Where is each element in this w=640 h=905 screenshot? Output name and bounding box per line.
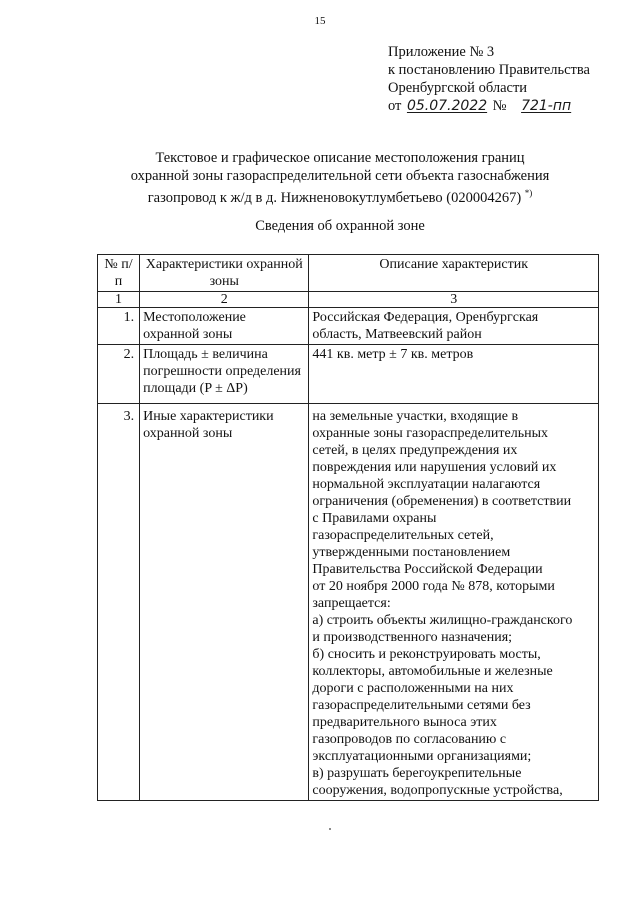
description-line: повреждения или нарушения условий их — [312, 460, 557, 475]
table-row — [98, 345, 599, 404]
table-row — [98, 308, 599, 345]
row-characteristic: Иные характеристики охранной зоны — [140, 404, 309, 801]
description-line: нормальной эксплуатации налагаются — [312, 477, 541, 492]
row-characteristic: Площадь ± величина погрешности определения площади (P ± ΔP) — [140, 345, 309, 404]
appendix-date-line — [388, 97, 590, 115]
column-number-row — [98, 292, 599, 308]
row-number: 1. — [98, 308, 140, 345]
description-line: газораспределительными сетями без — [312, 698, 531, 713]
decree-number: 721-пп — [521, 98, 572, 114]
appendix-line-2: к постановлению Правительства — [388, 62, 590, 78]
protection-zone-table — [97, 254, 599, 801]
description-line: ограничения (обременения) в соответствии — [312, 494, 572, 509]
description-line: б) сносить и реконструировать мосты, — [312, 647, 541, 662]
description-line: коллекторы, автомобильные и железные — [312, 664, 553, 679]
description-line: дороги с расположенными на них — [312, 681, 514, 696]
description-line: Правительства Российской Федерации — [312, 562, 543, 577]
description-line: предварительного выноса этих — [312, 715, 497, 730]
table-header-row — [98, 255, 599, 292]
document-title — [60, 150, 620, 207]
description-line: с Правилами охраны — [312, 511, 437, 526]
decree-date: 05.07.2022 — [406, 98, 488, 114]
description-line: газораспределительных сетей, — [312, 528, 494, 543]
page-number: 15 — [314, 15, 326, 27]
description-line: а) строить объекты жилищно-гражданского — [312, 613, 573, 628]
appendix-line-3: Оренбургской области — [388, 80, 528, 96]
description-line: Российская Федерация, Оренбургская — [312, 310, 539, 325]
column-number: 2 — [140, 292, 309, 308]
column-number: 1 — [98, 292, 140, 308]
description-line: сооружения, водопропускные устройства, — [312, 783, 563, 798]
header-num: № п/п — [98, 255, 140, 292]
title-line-3-text: газопровод к ж/д в д. Нижненовокутлумбетьево (020004267) — [147, 189, 522, 206]
scan-speck — [329, 828, 331, 830]
row-description — [309, 345, 599, 404]
description-line: и производственного назначения; — [312, 630, 513, 645]
description-line: охранные зоны газораспределительных — [312, 426, 548, 441]
appendix-line-1: Приложение № 3 — [388, 44, 495, 60]
header-description: Описание характеристик — [309, 255, 599, 292]
number-label: № — [492, 98, 507, 114]
from-label: от — [388, 98, 402, 114]
footnote-mark: *) — [524, 188, 533, 198]
description-line: эксплуатационными организациями; — [312, 749, 532, 764]
description-line: газопроводов по согласованию с — [312, 732, 507, 747]
description-line: сетей, в целях предупреждения их — [312, 443, 518, 458]
description-line: область, Матвеевский район — [312, 327, 482, 342]
row-description — [309, 404, 599, 801]
section-subtitle: Сведения об охранной зоне — [255, 218, 425, 234]
description-line: в) разрушать берегоукрепительные — [312, 766, 522, 781]
description-line: утвержденными постановлением — [312, 545, 511, 560]
title-line-2: охранной зоны газораспределительной сети объекта газоснабжения — [130, 167, 550, 184]
description-line: от 20 ноября 2000 года № 878, которыми — [312, 579, 555, 594]
table-row — [98, 404, 599, 801]
description-line: 441 кв. метр ± 7 кв. метров — [312, 347, 474, 362]
header-characteristics: Характеристики охранной зоны — [140, 255, 309, 292]
row-description — [309, 308, 599, 345]
title-line-1: Текстовое и графическое описание местоположения границ — [155, 150, 525, 166]
title-line-3 — [60, 185, 620, 207]
appendix-block — [388, 43, 590, 115]
description-line: на земельные участки, входящие в — [312, 409, 519, 424]
column-number: 3 — [309, 292, 599, 308]
description-line: запрещается: — [312, 596, 391, 611]
row-number: 3. — [98, 404, 140, 801]
row-characteristic: Местоположение охранной зоны — [140, 308, 309, 345]
row-number: 2. — [98, 345, 140, 404]
